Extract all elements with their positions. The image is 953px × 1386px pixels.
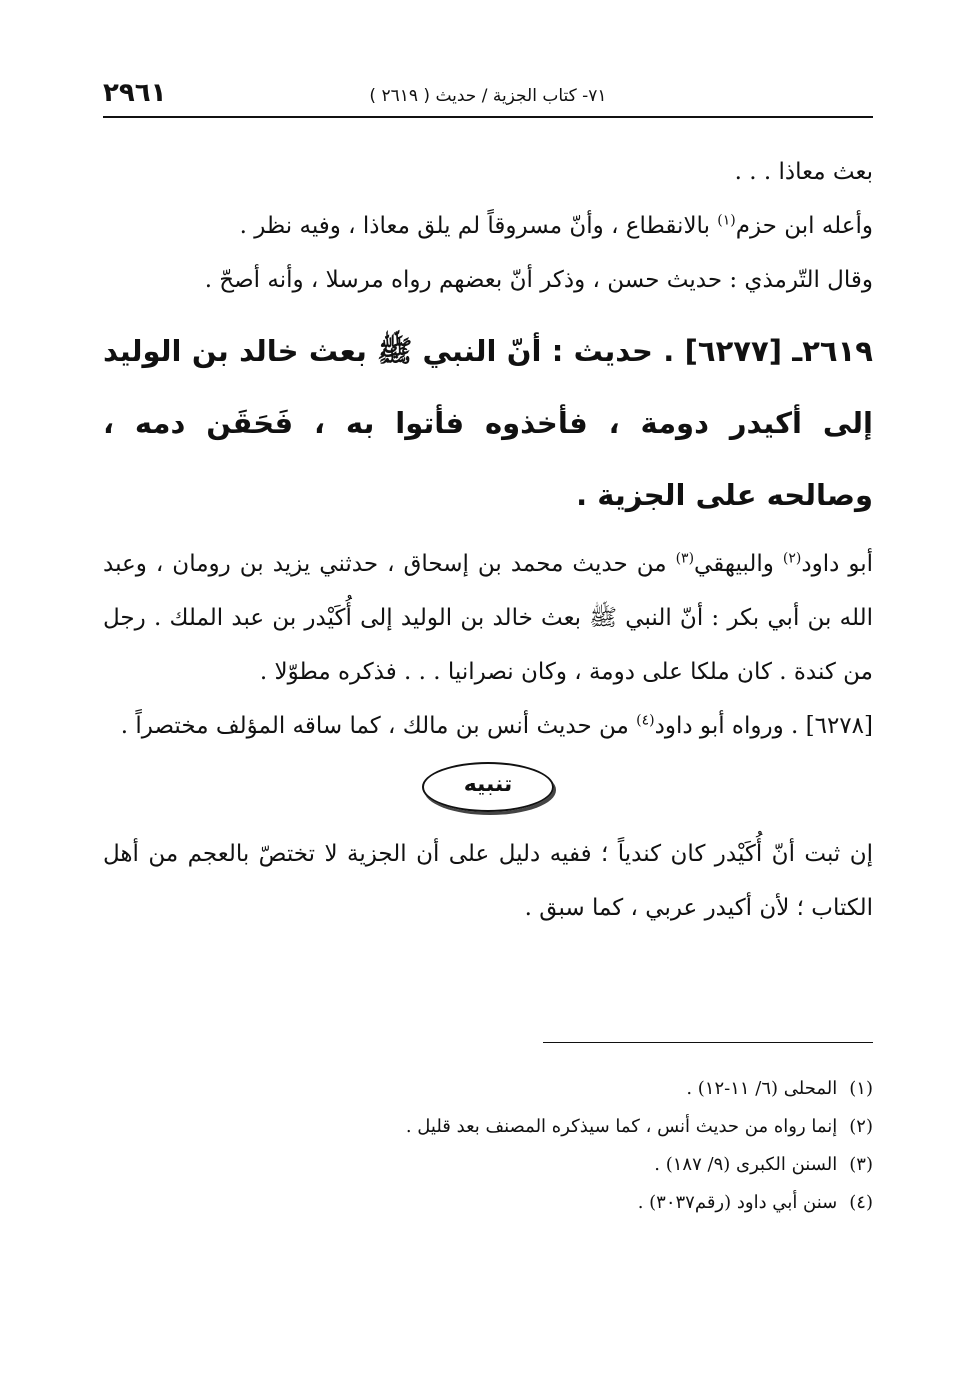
text-segment: من حديث محمد بن إسحاق ، حدثني يزيد بن رومان ، وعبد الله بن أبي بكر : أنّ النبي ﷺ بعث خالد بن الوليد إلى أُكَيْدر بن عبد الملك . رجل من كندة . كان ملكا على دومة ، وكان نصرانيا . . . فذكره مطوّلا . bbox=[103, 551, 873, 685]
footnote-text: سنن أبي داود (رقم٣٠٣٧) . bbox=[637, 1192, 838, 1213]
header-divider bbox=[103, 116, 873, 118]
commentary-paragraph bbox=[103, 699, 873, 753]
footnote-number: (٣) bbox=[849, 1154, 873, 1175]
body-line bbox=[103, 199, 873, 253]
body-line: وقال التّرمذي : حديث حسن ، وذكر أنّ بعضهم رواه مرسلا ، وأنه أصحّ . bbox=[204, 267, 873, 293]
hadith-heading: ٢٦١٩ـ [٦٢٧٧] . حديث : أنّ النبي ﷺ بعث خالد بن الوليد إلى أكيدر دومة ، فأخذوه فأتوا به ، فَحَقَن دمه ، وصالحه على الجزية . bbox=[103, 334, 873, 512]
body-line: بعث معاذا . . . bbox=[734, 159, 873, 185]
footnote-ref[interactable]: (٣) bbox=[675, 550, 695, 567]
footnote-text: المحلى (٦/ ١١-١٢) . bbox=[686, 1078, 838, 1099]
footnote-number: (٤) bbox=[849, 1192, 873, 1213]
notice-badge: تنبيه bbox=[422, 762, 555, 812]
text-segment: أبو داود bbox=[801, 551, 874, 577]
footnotes bbox=[103, 1070, 873, 1222]
footnote bbox=[103, 1184, 873, 1222]
book-page bbox=[103, 0, 873, 1386]
footnote-text: السنن الكبرى (٩/ ١٨٧) . bbox=[654, 1154, 838, 1175]
footnote-ref[interactable]: (١) bbox=[717, 212, 736, 229]
text-segment: من حديث أنس بن مالك ، كما ساقه المؤلف مختصراً . bbox=[120, 713, 637, 739]
notice-heading-wrap bbox=[103, 757, 873, 827]
footnote-number: (١) bbox=[849, 1078, 873, 1099]
page-number: ٢٩٦١ bbox=[103, 78, 167, 108]
footnote-divider bbox=[543, 1042, 873, 1043]
footnote-text: إنما رواه من حديث أنس ، كما سيذكره المصنف بعد قليل . bbox=[405, 1116, 838, 1137]
commentary-paragraph bbox=[103, 537, 873, 699]
running-title: ٧١- كتاب الجزية / حديث ( ٢٦١٩ ) bbox=[369, 86, 607, 106]
text-segment: وأعله ابن حزم bbox=[735, 213, 873, 239]
text-segment: [٦٢٧٨] . ورواه أبو داود bbox=[654, 713, 873, 739]
text-segment: والبيهقي bbox=[694, 551, 783, 577]
footnote-ref[interactable]: (٤) bbox=[636, 712, 655, 729]
footnote bbox=[103, 1070, 873, 1108]
notice-paragraph: إن ثبت أنّ أُكَيْدر كان كندياً ؛ ففيه دليل على أن الجزية لا تختصّ بالعجم من أهل الكتاب ؛ لأن أكيدر عربي ، كما سبق . bbox=[103, 841, 873, 921]
footnote bbox=[103, 1146, 873, 1184]
text-segment: بالانقطاع ، وأنّ مسروقاً لم يلق معاذا ، وفيه نظر . bbox=[239, 213, 718, 239]
main-text bbox=[103, 145, 873, 935]
footnote-ref[interactable]: (٢) bbox=[782, 550, 802, 567]
footnote-number: (٢) bbox=[849, 1116, 873, 1137]
page-header bbox=[103, 74, 873, 114]
footnote bbox=[103, 1108, 873, 1146]
